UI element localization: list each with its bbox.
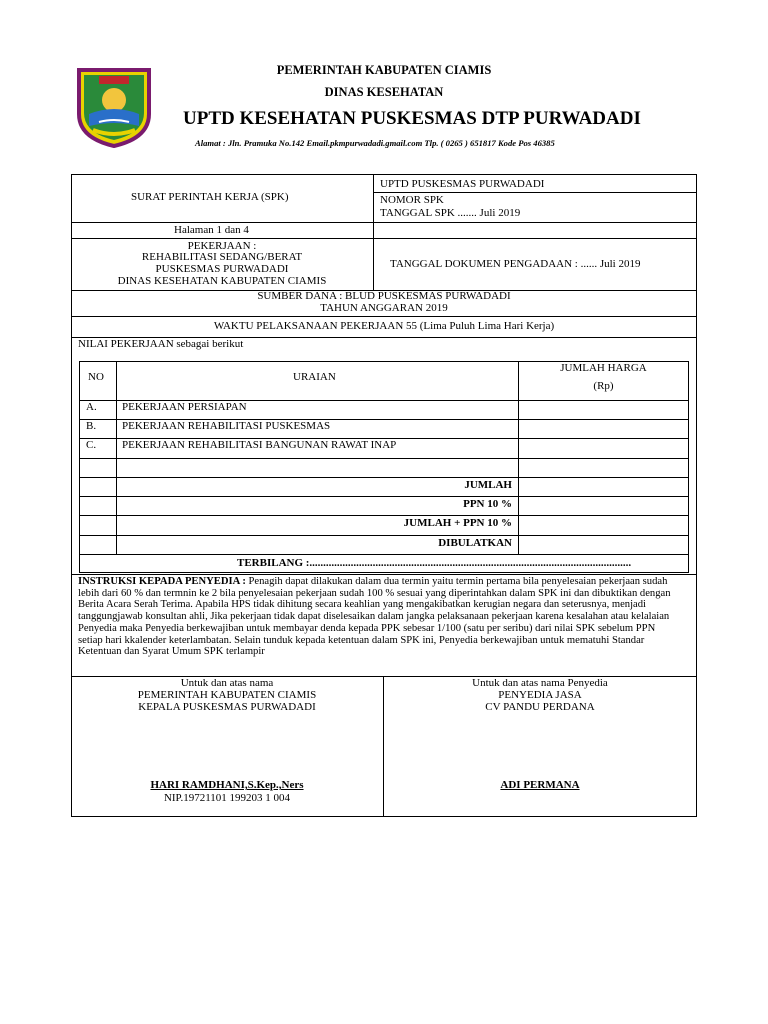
tahun-anggaran-label: TAHUN ANGGARAN 2019 [320,302,448,314]
sign-right-line-2: PENYEDIA JASA [498,689,582,701]
uptd-label: UPTD PUSKESMAS PURWADADI [380,178,545,190]
sign-left-line-1: Untuk dan atas nama [180,677,274,689]
pekerjaan-line-2: PUSKESMAS PURWADADI [155,263,289,275]
jumlah-label: JUMLAH [464,479,512,491]
kabupaten-ciamis-logo [75,66,153,148]
table-row-uraian: PEKERJAAN PERSIAPAN [122,401,247,413]
table-header-uraian: URAIAN [293,371,336,383]
tanggal-dokumen-label: TANGGAL DOKUMEN PENGADAAN : ...... Juli 2019 [390,258,641,270]
ppn-label: PPN 10 % [463,498,512,510]
sign-left-nip: NIP.19721101 199203 1 004 [163,792,291,804]
sumber-dana-label: SUMBER DANA : BLUD PUSKESMAS PURWADADI [257,290,511,302]
table-header-jumlah: JUMLAH HARGA [560,362,647,374]
table-row-no: A. [86,401,97,413]
pekerjaan-label: PEKERJAAN : [187,240,257,252]
sign-right-line-1: Untuk dan atas nama Penyedia [472,677,608,689]
sign-left-name: HARI RAMDHANI,S.Kep.,Ners [150,779,304,791]
pekerjaan-line-1: REHABILITASI SEDANG/BERAT [141,251,303,263]
header-address: Alamat : Jln. Pramuka No.142 Email.pkmpurwadadi.gmail.com Tlp. ( 0265 ) 651817 Kode Pos 46385 [195,138,555,148]
instruksi-label: INSTRUKSI KEPADA PENYEDIA : [78,576,246,587]
sign-left-line-2: PEMERINTAH KABUPATEN CIAMIS [137,689,317,701]
table-row-no: C. [86,439,97,451]
spk-title: SURAT PERINTAH KERJA (SPK) [131,191,289,203]
table-row-uraian: PEKERJAAN REHABILITASI BANGUNAN RAWAT INAP [122,439,397,451]
waktu-pelaksanaan-label: WAKTU PELAKSANAAN PEKERJAAN 55 (Lima Puluh Lima Hari Kerja) [213,320,555,332]
header-line-1: PEMERINTAH KABUPATEN CIAMIS [276,63,492,77]
halaman-label: Halaman 1 dan 4 [174,224,249,236]
table-header-rp: (Rp) [593,380,614,392]
instruksi-kepada-penyedia [78,576,682,658]
sign-left-name-cell [71,780,383,791]
header-title: UPTD KESEHATAN PUSKESMAS DTP PURWADADI [183,108,641,129]
table-row-no: B. [86,420,97,432]
jumlah-ppn-label: JUMLAH + PPN 10 % [403,517,512,529]
table-row-uraian: PEKERJAAN REHABILITASI PUSKESMAS [122,420,331,432]
sign-left-line-3: KEPALA PUSKESMAS PURWADADI [138,701,316,713]
table-header-no: NO [88,371,104,383]
sign-right-name: ADI PERMANA [500,779,580,791]
sign-right-name-cell [383,780,697,791]
dibulatkan-label: DIBULATKAN [438,537,512,549]
terbilang-label: TERBILANG :..................................................................................................................... [237,557,632,569]
pekerjaan-line-3: DINAS KESEHATAN KABUPATEN CIAMIS [117,275,327,287]
tanggal-spk-label: TANGGAL SPK ....... Juli 2019 [380,207,521,219]
nilai-pekerjaan-label: NILAI PEKERJAAN sebagai berikut [78,338,244,350]
nomor-spk-label: NOMOR SPK [380,194,444,206]
header-line-2: DINAS KESEHATAN [324,85,444,99]
sign-right-line-3: CV PANDU PERDANA [485,701,595,713]
instruksi-text: Penagih dapat dilakukan dalam dua termin yaitu termin pertama bila penyelesaian pekerjaan sudah lebih dari 60 % dan termnin ke 2 bila penyelesaian pekerjaan sudah 100 % sesuai yang diperintahkan dalam SPK ini dan dibuktikan dengan Berita Acara Serah Terima. Apabila HPS tidak dihitung secara keahlian yang mengakibatkan kerugian negara dan seterusnya, menjadi tanggungjawab konsultan ahli, Jika pekerjaan tidak dapat diselesaikan dalam jangka pelaksanaan pekerjaan karena kesalahan atau kelalaian Penyedia maka Penyedia berkewajiban untuk membayar denda kepada PPK sebesar 1/100 (satu per seribu) dari nilai SPK sebelum PPN setiap hari kkalender keterlambatan. Selain tunduk kepada ketentuan dalam SPK ini, Penyedia berkewajiban untuk mematuhi Standar Ketentuan dan Syarat Umum SPK terlampir [78,576,671,658]
